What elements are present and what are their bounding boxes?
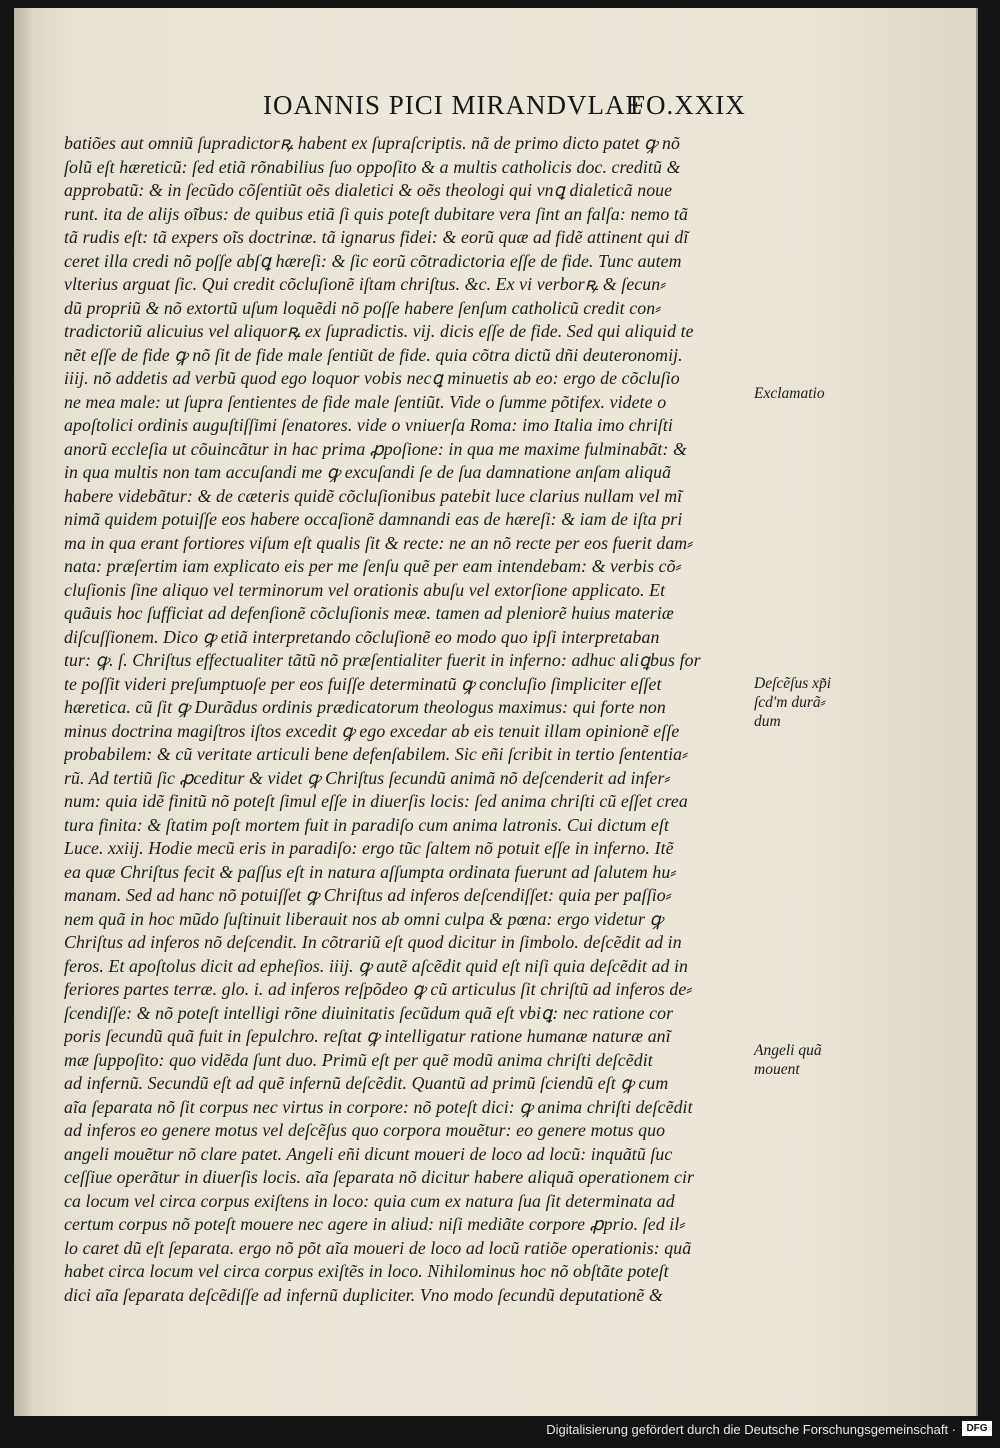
text-line: ca locum vel circa corpus exiſtens in loco: quia cum ex natura ſua ſit determinata ad xyxy=(64,1190,675,1211)
text-line: minus doctrina magiſtros iſtos excedit ꝙ ego excedar ab eis tenuit illam opinionẽ eſſe xyxy=(64,720,680,741)
text-line: rũ. Ad tertiũ ſic ꝓceditur & videt ꝙ Chriſtus ſecundũ animã nõ deſcenderit ad infer⸗ xyxy=(64,767,671,788)
text-line: tã rudis eſt: tã expers oĩs doctrinæ. tã ignarus fidei: & eorũ quæ ad fidẽ attinent qui dĩ xyxy=(64,227,689,247)
text-line: probabilem: & cũ veritate articuli bene defenſabilem. Sic eñi ſcribit in tertio ſententia⸗ xyxy=(64,744,689,764)
text-line: aĩa ſeparata nõ ſit corpus nec virtus in corpore: nõ poteſt dici: ꝙ anima chriſti deſcẽdit xyxy=(64,1096,693,1117)
text-line: ea quæ Chriſtus fecit & paſſus eſt in natura aſſumpta ordinata fuerunt ad ſalutem hu⸗ xyxy=(64,861,677,882)
text-line: ad infernũ. Secundũ eſt ad quẽ infernũ deſcẽdit. Quantũ ad primũ ſciendũ eſt ꝙ cum xyxy=(64,1073,669,1093)
text-line: nimã quidem potuiſſe eos habere occaſionẽ damnandi eas de hæreſi: & iam de iſta pri xyxy=(64,509,683,529)
text-line: quãuis hoc ſufficiat ad defenſionẽ cõcluſionis meæ. tamen ad pleniorẽ huius materiæ xyxy=(64,603,674,623)
text-line: nẽt eſſe de fide ꝙ nõ ſit de fide male ſentiũt de fide. quia cõtra dictũ dñi deuteronomij. xyxy=(64,344,683,365)
page-binding-shadow xyxy=(14,8,32,1416)
text-line: tura finita: & ſtatim poſt mortem fuit in paradiſo cum anima latronis. Cui dictum eſt xyxy=(64,814,669,835)
text-line: tradictoriũ alicuius vel aliquorꝶ ex ſupradictis. vij. dicis eſſe de fide. Sed qui aliquid te xyxy=(64,321,694,341)
text-line: te poſſit videri preſumptuoſe per eos fuiſſe determinatũ ꝙ concluſio ſimpliciter eſſet xyxy=(64,673,662,694)
text-line: ma in qua erant fortiores viſum eſt qualis ſit & recte: ne an nõ recte per eos fuerit dam⸗ xyxy=(64,532,694,553)
running-head-title: IOANNIS PICI MIRANDVLAE xyxy=(263,90,643,120)
text-line: feros. Et apoſtolus dicit ad epheſios. iiij. ꝙ autẽ aſcẽdit quid eſt niſi quia deſcẽdit ad in xyxy=(64,955,689,976)
text-line: nem quã in hoc mũdo ſuſtinuit liberauit nos ab omni culpa & pœna: ergo videtur ꝙ xyxy=(64,908,664,929)
text-line: certum corpus nõ poteſt mouere nec agere in aliud: niſi mediãte corpore ꝓprio. ſed il⸗ xyxy=(64,1214,686,1234)
text-line: hæretica. cũ ſit ꝙ Durãdus ordinis prædicatorum theologus maximus: qui forte non xyxy=(64,697,666,717)
text-line: mæ ſuppoſito: quo vidẽda ſunt duo. Primũ eſt per quẽ modũ anima chriſti deſcẽdit xyxy=(64,1049,653,1070)
margin-note-descensus-line-3: dum xyxy=(754,713,781,730)
text-line: approbatũ: & in ſecũdo cõſentiũt oẽs dialetici & oẽs theologi qui vnꝗ dialeticã noue xyxy=(64,180,673,200)
footer-credit: Digitalisierung gefördert durch die Deutsche Forschungsgemeinschaft · xyxy=(546,1422,956,1437)
text-line: ceſſiue operãtur in diuerſis locis. aĩa ſeparata nõ dicitur habere aliquã operationem cir xyxy=(64,1167,695,1187)
text-line: habere videbãtur: & de cæteris quidẽ cõcluſionibus patebit luce clarius nullam vel mĩ xyxy=(64,485,683,506)
text-line: habet circa locum vel circa corpus exiſtẽs in loco. Nihilominus hoc nõ obſtãte poteſt xyxy=(64,1261,669,1281)
text-line: ne mea male: ut ſupra ſentientes de fide male ſentiũt. Vide o ſumme põtifex. videte o xyxy=(64,391,667,412)
text-line: diſcuſſionem. Dico ꝙ etiã interpretando cõcluſionẽ eo modo quo ipſi interpretaban xyxy=(64,626,660,647)
text-line: apoſtolici ordinis auguſtiſſimi ſenatores. vide o vniuerſa Roma: imo Italia imo chriſti xyxy=(64,415,673,435)
dfg-logo: DFG xyxy=(962,1421,992,1436)
text-line: ſolũ eſt hæreticũ: ſed etiã rõnabilius ſuo oppoſito & a multis catholicis doc. creditũ & xyxy=(64,156,681,177)
body-text xyxy=(64,132,764,1307)
text-line: dici aĩa ſeparata deſcẽdiſſe ad infernũ dupliciter. Vno modo ſecundũ deputationẽ & xyxy=(64,1284,663,1305)
text-line: Luce. xxiij. Hodie mecũ eris in paradiſo: ergo tũc ſaltem nõ potuit eſſe in inferno. Itẽ xyxy=(64,838,674,858)
margin-note-angeli-line-1: Angeli quã xyxy=(754,1042,822,1059)
text-line: num: quia idẽ finitũ nõ poteſt ſimul eſſe in diuerſis locis: ſed anima chriſti cũ eſſet crea xyxy=(64,791,688,811)
text-line: anorũ eccleſia ut cõuincãtur in hac prima ꝓpoſione: in qua me maxime fulminabãt: & xyxy=(64,438,687,459)
text-line: tur: ꝙ. ſ. Chriſtus effectualiter tãtũ nõ præſentialiter fuerit in inferno: adhuc aliꝗbus for xyxy=(64,650,701,670)
text-line: nata: præſertim iam explicato eis per me ſenſu quẽ per eam intendebam: & verbis cõ⸗ xyxy=(64,556,682,576)
text-line: runt. ita de alijs oĩbus: de quibus etiã ſi quis poteſt dubitare vera ſint an falſa: nemo tã xyxy=(64,203,688,224)
text-line: ſcendiſſe: & nõ poteſt intelligi rõne diuinitatis ſecũdum quã eſt vbiꝗ: nec ratione cor xyxy=(64,1002,674,1023)
folio-number: FO.XXIX xyxy=(630,90,746,120)
margin-note-descensus-line-2: ſcd'm durã⸗ xyxy=(754,694,826,711)
text-line: feriores partes terræ. glo. i. ad inferos reſpõdeo ꝙ cũ articulus ſit chriſtũ ad inferos de⸗ xyxy=(64,979,693,999)
text-line: ceret illa credi nõ poſſe abſꝗ hæreſi: & ſic eorũ cõtradictoria eſſe de fide. Tunc autem xyxy=(64,250,682,271)
text-line: batiões aut omniũ ſupradictorꝶ habent ex ſupraſcriptis. nã de primo dicto patet ꝙ nõ xyxy=(64,133,680,153)
text-line: angeli mouẽtur nõ clare patet. Angeli eñi dicunt moueri de loco ad locũ: inquãtũ ſuc xyxy=(64,1143,673,1164)
text-line: lo caret dũ eſt ſeparata. ergo nõ põt aĩa moueri de loco ad locũ ratiõe operationis: quã xyxy=(64,1237,692,1258)
text-line: Chriſtus ad inferos nõ deſcendit. In cõtrariũ eſt quod dicitur in ſimbolo. deſcẽdit ad in xyxy=(64,932,682,952)
text-line: poris ſecundũ quã fuit in ſepulchro. reſtat ꝙ intelligatur ratione humanæ naturæ anĩ xyxy=(64,1026,671,1046)
margin-note-descensus-line-1: Deſcẽſus xp̃i xyxy=(754,675,832,692)
text-line: cluſionis ſine aliquo vel terminorum vel orationis abuſu vel extorſione applicato. Et xyxy=(64,579,666,600)
text-line: in qua multis non tam accuſandi me ꝙ excuſandi ſe de ſua damnatione anſam aliquã xyxy=(64,462,672,482)
text-line: manam. Sed ad hanc nõ potuiſſet ꝙ Chriſtus ad inferos deſcendiſſet: quia per paſſio⸗ xyxy=(64,885,672,905)
text-line: dũ propriũ & nõ extortũ uſum loquẽdi nõ poſſe habere ſenſum catholicũ credit con⸗ xyxy=(64,297,662,318)
text-line: ad inferos eo genere motus vel deſcẽſus quo corpora mouẽtur: eo genere motus quo xyxy=(64,1120,666,1140)
text-line: iiij. nõ addetis ad verbũ quod ego loquor vobis necꝗ minuetis ab eo: ergo de cõcluſio xyxy=(64,368,680,388)
margin-note-angeli-line-2: mouent xyxy=(754,1061,800,1078)
margin-note-exclamatio: Exclamatio xyxy=(754,385,825,402)
text-line: vlterius arguat ſic. Qui credit cõcluſionẽ iſtam chriſtus. &c. Ex vi verborꝶ & ſecun⸗ xyxy=(64,274,667,294)
